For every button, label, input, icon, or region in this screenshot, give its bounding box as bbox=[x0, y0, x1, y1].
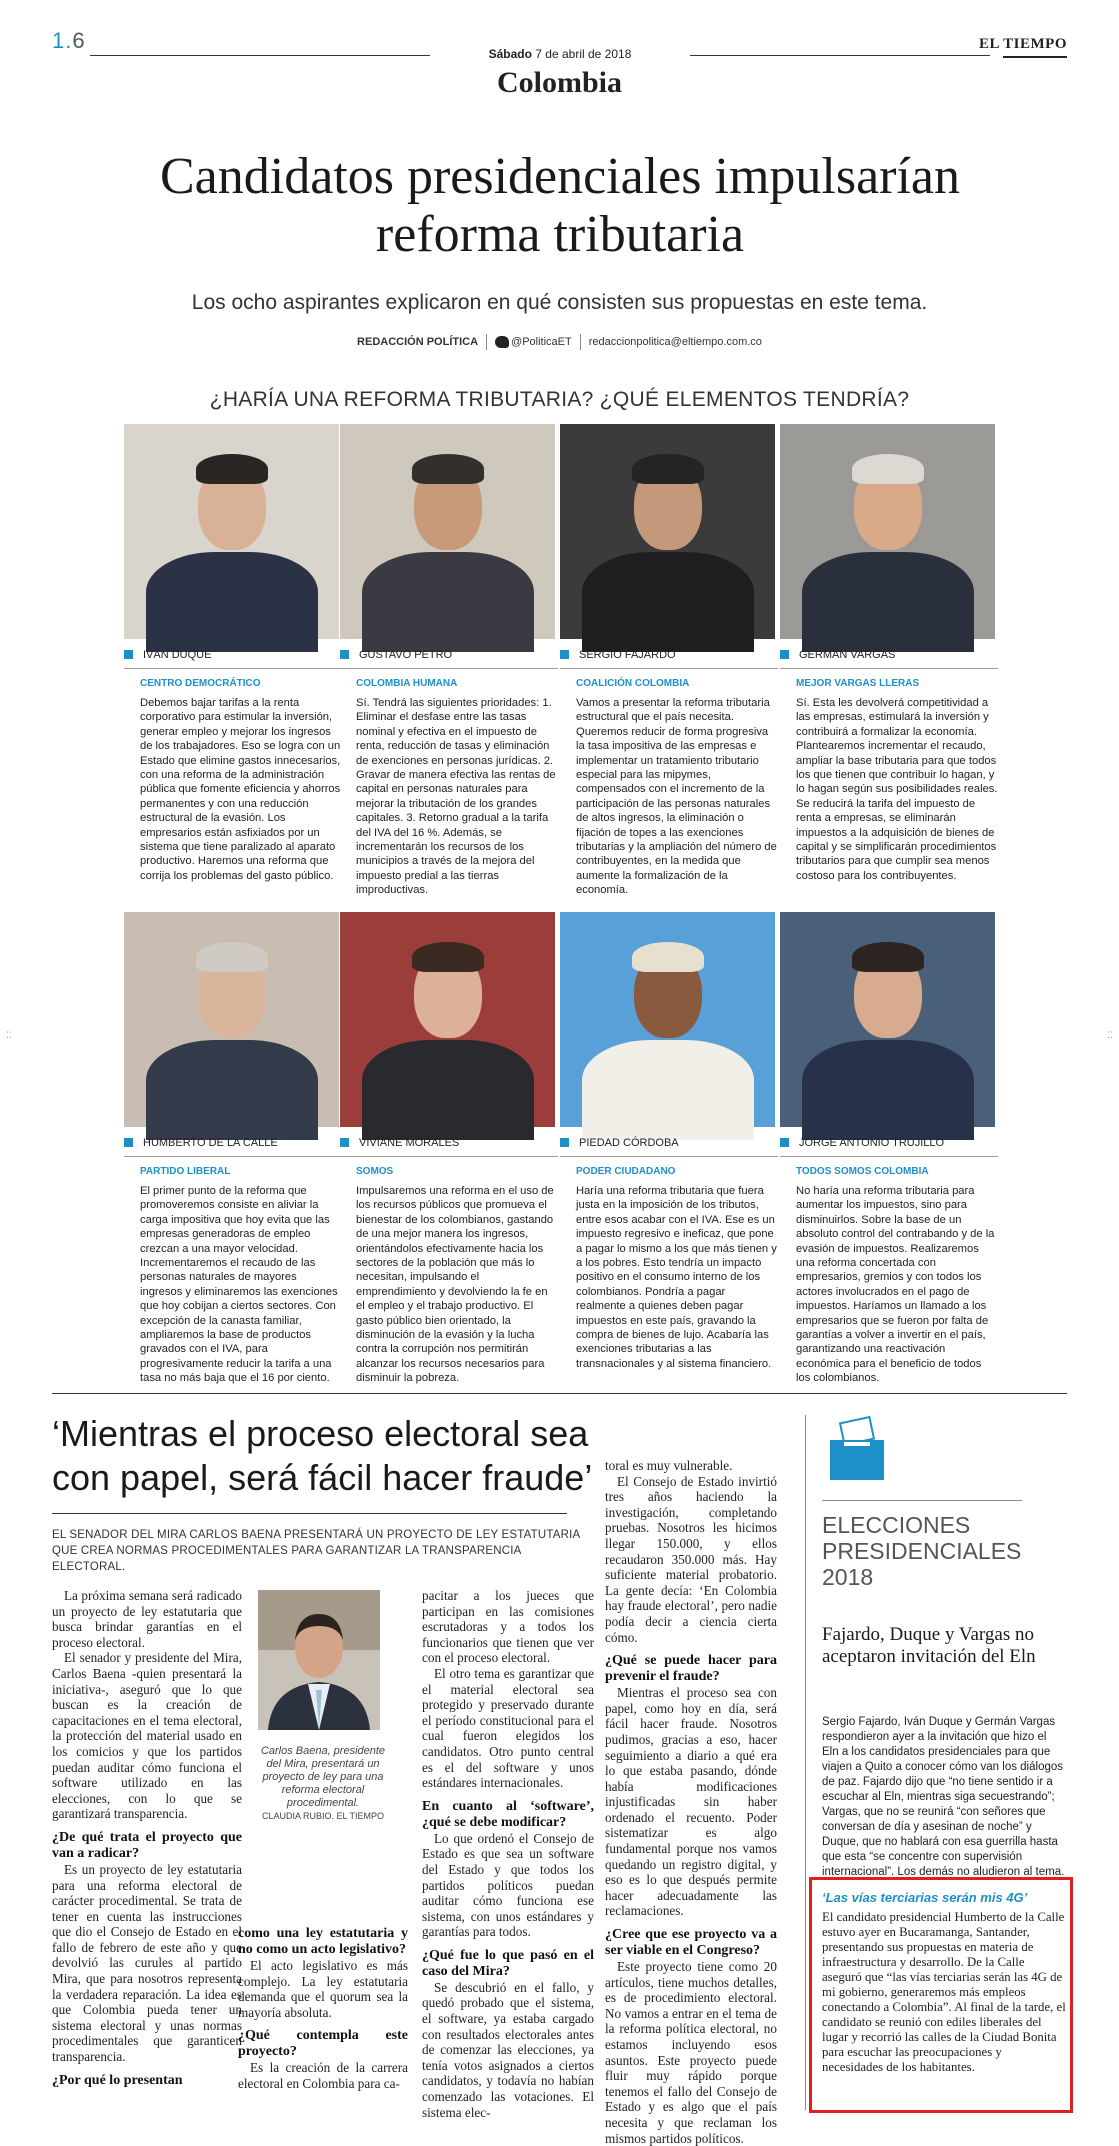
main-headline: Candidatos presidenciales impulsarían reforma tributaria bbox=[159, 148, 960, 263]
article-headline: ‘Mientras el proceso electoral sea con papel, será fácil hacer fraude’ bbox=[52, 1413, 593, 1498]
interview-question: ¿Qué se puede hacer para prevenir el fraude? bbox=[605, 1653, 777, 1685]
dateline: Sábado 7 de abril de 2018 bbox=[488, 47, 632, 61]
accent-square bbox=[340, 1138, 349, 1147]
candidate-photo bbox=[560, 912, 775, 1127]
paragraph: El senador y presidente del Mira, Carlos Baena -quien presentará la iniciativa-, aseguró que lo que buscan es la creación de capacitaciones en el tema electoral, la protección del material usado en los comicios y que los partidos puedan auditar cómo funciona el software utilizado en las elecciones, con lo que se garantizará transparencia. bbox=[52, 1650, 242, 1822]
candidate-party: COALICIÓN COLOMBIA bbox=[576, 678, 690, 689]
candidate-photo bbox=[124, 912, 339, 1127]
candidate-name: JORGE ANTONIO TRUJILLO bbox=[799, 1137, 945, 1149]
candidate-name-row bbox=[340, 1137, 558, 1157]
candidate-name: VIVIANE MORALES bbox=[359, 1137, 460, 1149]
brand-logo: EL TIEMPO bbox=[979, 36, 1067, 52]
candidate-name: SERGIO FAJARDO bbox=[579, 649, 676, 661]
candidate-name-row bbox=[124, 1137, 342, 1157]
margin-mark-right: ⁚⁚ bbox=[1107, 1030, 1113, 1040]
interview-question: ¿Qué fue lo que pasó en el caso del Mira? bbox=[422, 1947, 594, 1979]
paragraph: El acto legislativo es más complejo. La ley estatutaria demanda que el quorum sea la mayoría absoluta. bbox=[238, 1958, 408, 2020]
candidate-photo bbox=[124, 424, 339, 639]
box-text: El candidato presidencial Humberto de la Calle estuvo ayer en Bucaramanga, Santander, presentando sus propuestas en materia de infraestructura y desarrollo. De la Calle aseguró que “las vías terciarias serán las 4G de mi gobierno, generaremos más empleos conectando a Colombia”. Al final de la tarde, el candidato se reunió con ediles liberales del lugar y recorrió las calles de la Ciudad Bonita para escuchar las preocupaciones y necesidades de los habitantes. bbox=[822, 1910, 1066, 2074]
accent-square bbox=[124, 1138, 133, 1147]
sidebar-rule bbox=[805, 1415, 806, 2110]
caption-credit: CLAUDIA RUBIO. EL TIEMPO bbox=[261, 1811, 385, 1821]
paragraph: toral es muy vulnerable. bbox=[605, 1458, 733, 1473]
brand-underline bbox=[1003, 56, 1067, 58]
article-column-1 bbox=[52, 1588, 242, 2089]
twitter-icon bbox=[495, 336, 509, 348]
paragraph: Es un proyecto de ley estatutaria para una reforma electoral de carácter procedimental. Se trata de tener en cuenta las instrucciones que dio el Consejo de Estado en el fallo de febrero de este año y que devolvió las curules al partido Mira, que para nosotros representa la verdadera reparación. La idea es que Colombia pueda tener un sistema electoral y unas normas procedimentales que garanticen transparencia. bbox=[52, 1861, 242, 2065]
candidate-answer: Sí. Tendrá las siguientes prioridades: 1. Eliminar el desfase entre las tasas nominal y efectiva en el impuesto de renta, reducción de tasas y eliminación de exenciones en personas jurídicas. 2. Gravar de manera efectiva las rentas de capital en personas naturales para mejorar la tributación de los grandes capitales. 3. Retorno gradual a la tarifa del IVA del 16 %. Además, se incrementarán los recursos de los municipios a través de la mejora del impuesto predial a las tierras improductivas. bbox=[356, 697, 556, 897]
candidate-name-row bbox=[780, 1137, 998, 1157]
candidate-answer: Haría una reforma tributaria que fuera justa en la imposición de los tributos, entre esos acabar con el IVA. Ese es un impuesto regresivo e ineficaz, que pone a pagar lo mismo a los que más tienen y a los pobres. Esto tendría un impacto positivo en el consumo interno de los colombianos. Pondría a pagar realmente a quienes deben pagar impuestos en este país, gravando la compra de bienes de lujo. Acabaría las exenciones tributarias a las transnacionales y al sistema financiero. bbox=[576, 1185, 777, 1370]
carlos-baena-photo bbox=[258, 1590, 380, 1730]
candidate-photo bbox=[340, 424, 555, 639]
ballot-box-icon bbox=[822, 1412, 892, 1484]
section-divider bbox=[52, 1393, 1067, 1394]
sidebar-section-title: ELECCIONES PRESIDENCIALES 2018 bbox=[822, 1512, 1022, 1590]
candidate-photo bbox=[780, 912, 995, 1127]
paragraph: pacitar a los jueces que participan en las comisiones escrutadoras y a todos los funcionarios que tienen que ver con el proceso electoral. bbox=[422, 1588, 594, 1666]
candidate-party: MEJOR VARGAS LLERAS bbox=[796, 678, 920, 689]
candidate-party: PARTIDO LIBERAL bbox=[140, 1166, 231, 1177]
paragraph: La próxima semana será radicado un proyecto de ley estatutaria que busca brindar garantías en el proceso electoral. bbox=[52, 1588, 242, 1650]
photo-caption bbox=[258, 1745, 388, 1823]
sidebar-icon-rule bbox=[822, 1500, 1022, 1501]
byline-twitter[interactable]: @PoliticaET bbox=[511, 335, 572, 348]
header-rule-right bbox=[690, 55, 990, 56]
interview-question: ¿De qué trata el proyecto que van a radicar? bbox=[52, 1829, 242, 1861]
article-column-3 bbox=[422, 1588, 594, 2120]
candidate-answer: Debemos bajar tarifas a la renta corporativo para estimular la inversión, generar empleo y mejorar los ingresos de los trabajadores. Eso se logra con un Estado que elimine gastos innecesarios, con una reforma de la administración pública que fomente eficiencia y ahorros permanentes y con una reducción estructural de la evasión. Los empresarios están asfixiados por un sistema que tiene paralizado al aparato productivo. Haremos una reforma que corrija los problemas del gasto público. bbox=[140, 697, 341, 882]
box-headline: ‘Las vías terciarias serán mis 4G’ bbox=[822, 1890, 1028, 1905]
interview-question: ¿Cree que ese proyecto va a ser viable en el Congreso? bbox=[605, 1927, 777, 1959]
candidate-name: GERMÁN VARGAS bbox=[799, 649, 896, 661]
interview-question: como una ley estatutaria y no como un acto legislativo? bbox=[238, 1926, 408, 1957]
candidate-party: COLOMBIA HUMANA bbox=[356, 678, 458, 689]
candidate-name-row bbox=[124, 649, 342, 669]
paragraph: El otro tema es garantizar que el material electoral sea protegido y preservado durante el período constitucional para el cual fueron elegidos los candidatos. Otro punto central es el del software y unos estándares internacionales. bbox=[422, 1665, 594, 1791]
candidate-photo bbox=[340, 912, 555, 1127]
article-subhead: EL SENADOR DEL MIRA CARLOS BAENA PRESENTARÁ UN PROYECTO DE LEY ESTATUTARIA QUE CREA NORMAS PROCEDIMENTALES PARA GARANTIZAR LA TRANSPARENCIA ELECTORAL. bbox=[52, 1529, 580, 1573]
candidate-answer: No haría una reforma tributaria para aumentar los impuestos, sino para disminuirlos. Sobre la base de un absoluto control del contrabando y de la evasión de impuestos. Realizaremos una reforma concertada con empresarios, gremios y con todos los actores involucrados en el pago de impuestos. Haríamos un llamado a los empresarios que se fueron por falta de garantías a volver a invertir en el país, garantizando una reactivación económica para el beneficio de todos los colombianos. bbox=[796, 1185, 995, 1385]
interview-question: En cuanto al ‘software’, ¿qué se debe modificar? bbox=[422, 1798, 594, 1830]
article-rule bbox=[52, 1513, 567, 1514]
byline-email[interactable]: redaccionpolitica@eltiempo.com.co bbox=[588, 335, 762, 348]
candidate-name-row bbox=[560, 1137, 778, 1157]
accent-square bbox=[560, 650, 569, 659]
accent-square bbox=[560, 1138, 569, 1147]
paragraph: Se descubrió en el fallo, y quedó probado que el sistema, el software, ya estaba cargado con resultados electorales antes de comenzar las elecciones, ya tenía votos asignados a ciertos candidatos, y todavía no habían comenzado las votaciones. El sistema elec- bbox=[422, 1979, 594, 2120]
grid-question: ¿HARÍA UNA REFORMA TRIBUTARIA? ¿QUÉ ELEMENTOS TENDRÍA? bbox=[209, 388, 910, 411]
interview-question: ¿Qué contempla este proyecto? bbox=[238, 2028, 408, 2060]
candidate-answer: Sí. Esta les devolverá competitividad a las empresas, estimulará la inversión y contribuirá a formalizar la economía. Plantearemos incrementar el recaudo, ampliar la base tributaria para que todos los que tienen que contribuir lo hagan, y lo hagan según sus posibilidades reales. Se reducirá la tarifa del impuesto de renta a empresas, se eliminarán impuestos a la adquisición de bienes de capital y se simplificarán procedimientos tributarios para que cumplir sea menos costoso para los contribuyentes. bbox=[796, 697, 998, 882]
byline-desk: REDACCIÓN POLÍTICA bbox=[357, 335, 479, 348]
article-column-4 bbox=[605, 1458, 777, 2146]
main-deck: Los ocho aspirantes explicaron en qué consisten sus propuestas en este tema. bbox=[191, 291, 928, 314]
candidate-party: TODOS SOMOS COLOMBIA bbox=[796, 1166, 929, 1177]
accent-square bbox=[124, 650, 133, 659]
paragraph: El Consejo de Estado invirtió tres años haciendo la investigación, completando pruebas. Nosotros les hicimos llegar 150.000, y ellos recaudaron 350.000 más. Hay suficiente material probatorio. La gente decía: ‘En Colombia hay fraude electoral’, pero nadie podía decir a ciencia cierta cómo. bbox=[605, 1473, 777, 1645]
section-title: Colombia bbox=[496, 66, 622, 99]
byline bbox=[0, 334, 1119, 350]
candidate-party: SOMOS bbox=[356, 1166, 394, 1177]
candidate-name-row bbox=[340, 649, 558, 669]
paragraph: Es la creación de la carrera electoral en Colombia para ca- bbox=[238, 2060, 408, 2091]
accent-square bbox=[780, 1138, 789, 1147]
interview-question: ¿Por qué lo presentan bbox=[52, 2072, 183, 2088]
candidate-answer: Impulsaremos una reforma en el uso de los recursos públicos que promueva el bienestar de los colombianos, gastando de una mejor manera los ingresos, orientándolos efectivamente hacia los sectores de la población que más lo necesitan, impulsando el emprendimiento y devolviendo la fe en el empleo y el trabajo productivo. El gasto público bien orientado, la disminución de la evasión y la lucha contra la corrupción nos permitirán alcanzar los recursos necesarios para disminuir la pobreza. bbox=[356, 1185, 554, 1385]
candidate-name: IVÁN DUQUE bbox=[143, 649, 212, 661]
page-number: 1.6 bbox=[52, 28, 86, 53]
caption-text: Carlos Baena, presidente del Mira, presentará un proyecto de ley para una reforma electoral procedimental. bbox=[260, 1745, 386, 1809]
candidate-party: PODER CIUDADANO bbox=[576, 1166, 676, 1177]
portrait-graphic bbox=[258, 1590, 380, 1730]
header-rule-left bbox=[90, 55, 430, 56]
sidebar-text: Sergio Fajardo, Iván Duque y Germán Vargas respondieron ayer a la invitación que hizo el Eln a los candidatos presidenciales para que viajen a Quito a conocer cómo van los diálogos de paz. Fajardo dijo que “no tiene sentido ir a escuchar al Eln, mientras siga secuestrando”; Vargas, que no se reunirá “con señores que conversan de día y asesinan de noche” y Duque, que no hablará con esa guerrilla hasta que esta “se concentre con supervisión internacional”. Los demás no aludieron al tema. bbox=[822, 1716, 1065, 1878]
paragraph: Este proyecto tiene como 20 artículos, tiene muchos detalles, es de procedimiento electoral. No vamos a entrar en el tema de la reforma política electoral, no estamos incluyendo esos asuntos. Este proyecto puede fluir muy rápido porque tenemos el fallo del Consejo de Estado y es algo que el país necesita y que reclaman los mismos partidos políticos. bbox=[605, 1959, 777, 2146]
candidate-name: PIEDAD CÓRDOBA bbox=[579, 1137, 679, 1149]
paragraph: Lo que ordenó el Consejo de Estado es que sea un software del Estado y que todos los partidos políticos puedan auditar cómo funciona ese sistema, con unos estándares y garantías para todos. bbox=[422, 1830, 594, 1940]
candidate-party: CENTRO DEMOCRÁTICO bbox=[140, 678, 261, 689]
article-column-2 bbox=[238, 1918, 408, 2092]
sidebar-headline: Fajardo, Duque y Vargas no aceptaron invitación del Eln bbox=[822, 1624, 1036, 1667]
paragraph: Mientras el proceso sea con papel, como hoy en día, será fácil hacer fraude. Nosotros pudimos, gracias a eso, hacer seguimiento a diario a qué era lo que estaba pasando, dónde había modificaciones injustificadas sin haber ordenado el recuento. Poder sistematizar es algo fundamental porque nos vamos quedando un registro digital, y eso es lo que después permite hacer adecuadamente las reclamaciones. bbox=[605, 1685, 777, 1919]
candidate-photo bbox=[560, 424, 775, 639]
margin-mark-left: ⁚⁚ bbox=[6, 1030, 12, 1040]
accent-square bbox=[780, 650, 789, 659]
candidate-photo bbox=[780, 424, 995, 639]
candidate-name-row bbox=[560, 649, 778, 669]
candidate-answer: Vamos a presentar la reforma tributaria estructural que el país necesita. Queremos reducir de forma progresiva la tasa impositiva de las empresas e implementar un tratamiento tributario especial para las mipymes, compensados con el incremento de la participación de las personas naturales de altos ingresos, la eliminación o fijación de topes a las exenciones tributarias y la ampliación del número de contribuyentes, en la medida que aumente la formalización de la economía. bbox=[576, 697, 777, 897]
candidate-name: HUMBERTO DE LA CALLE bbox=[143, 1137, 278, 1149]
candidate-name: GUSTAVO PETRO bbox=[359, 649, 453, 661]
candidate-answer: El primer punto de la reforma que promoveremos consiste en aliviar la carga impositiva que hoy evita que las empresas generadoras de empleo crezcan a una mayor velocidad. Incrementaremos el recaudo de las personas naturales de mayores ingresos y eliminaremos las exenciones que hoy cobijan a ciertos sectores. Con excepción de la canasta familiar, ampliaremos la base de productos gravados con el IVA, para progresivamente reducir la tarifa a una tasa no más baja que el 16 por ciento. bbox=[140, 1185, 338, 1385]
accent-square bbox=[340, 650, 349, 659]
candidate-name-row bbox=[780, 649, 998, 669]
